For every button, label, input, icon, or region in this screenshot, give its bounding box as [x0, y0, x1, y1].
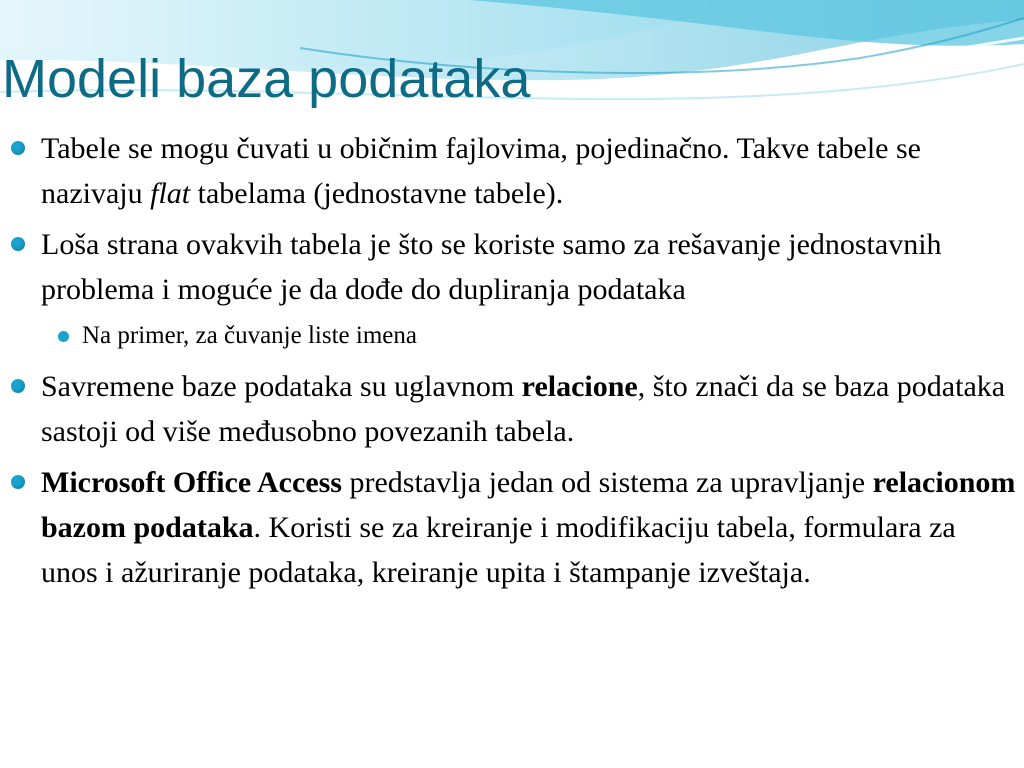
- bullet-text: Loša strana ovakvih tabela je što se koriste samo za rešavanje jednostavnih problema i moguće je da dođe do dupliranja podataka: [41, 228, 942, 306]
- bullet-italic-term: flat: [150, 177, 191, 210]
- bullet-text-end: , što znači da se baza podataka sastoji od više međusobno povezanih tabela.: [41, 370, 1006, 448]
- bullet-bold-product: Microsoft Office Access: [41, 466, 342, 499]
- bullet-bold-term: relacionom bazom podataka: [41, 466, 1016, 544]
- bullet-item-flat-tables: [0, 126, 1024, 216]
- bullet-text: Savremene baze podataka su uglavnom: [41, 370, 522, 403]
- bullet-bold-term: relacione: [521, 370, 638, 403]
- bullet-item-relational: [0, 364, 1024, 454]
- bullet-text-end: . Koristi se za kreiranje i modifikaciju tabela, formulara za unos i ažuriranje podataka, kreiranje upita i štampanje izveštaja.: [41, 511, 956, 589]
- bullet-item-drawbacks: [0, 222, 1024, 312]
- slide-title: Modeli baza podataka: [2, 49, 531, 109]
- sub-bullet-text: Na primer, za čuvanje liste imena: [82, 322, 417, 349]
- bullet-dot-icon: [11, 141, 25, 155]
- bullet-dot-icon: [11, 475, 25, 489]
- bullet-list: [0, 126, 1024, 601]
- bullet-text: predstavlja jedan od sistema za upravljanje: [341, 466, 873, 499]
- bullet-dot-icon: [11, 379, 25, 393]
- sub-bullet-item-example: [0, 316, 1024, 356]
- sub-bullet-dot-icon: [58, 331, 69, 342]
- bullet-text-end: tabelama (jednostavne tabele).: [190, 177, 564, 210]
- bullet-dot-icon: [11, 237, 25, 251]
- bullet-item-access: [0, 460, 1024, 595]
- bullet-text: Tabele se mogu čuvati u običnim fajlovima, pojedinačno. Takve tabele se nazivaju: [41, 132, 921, 210]
